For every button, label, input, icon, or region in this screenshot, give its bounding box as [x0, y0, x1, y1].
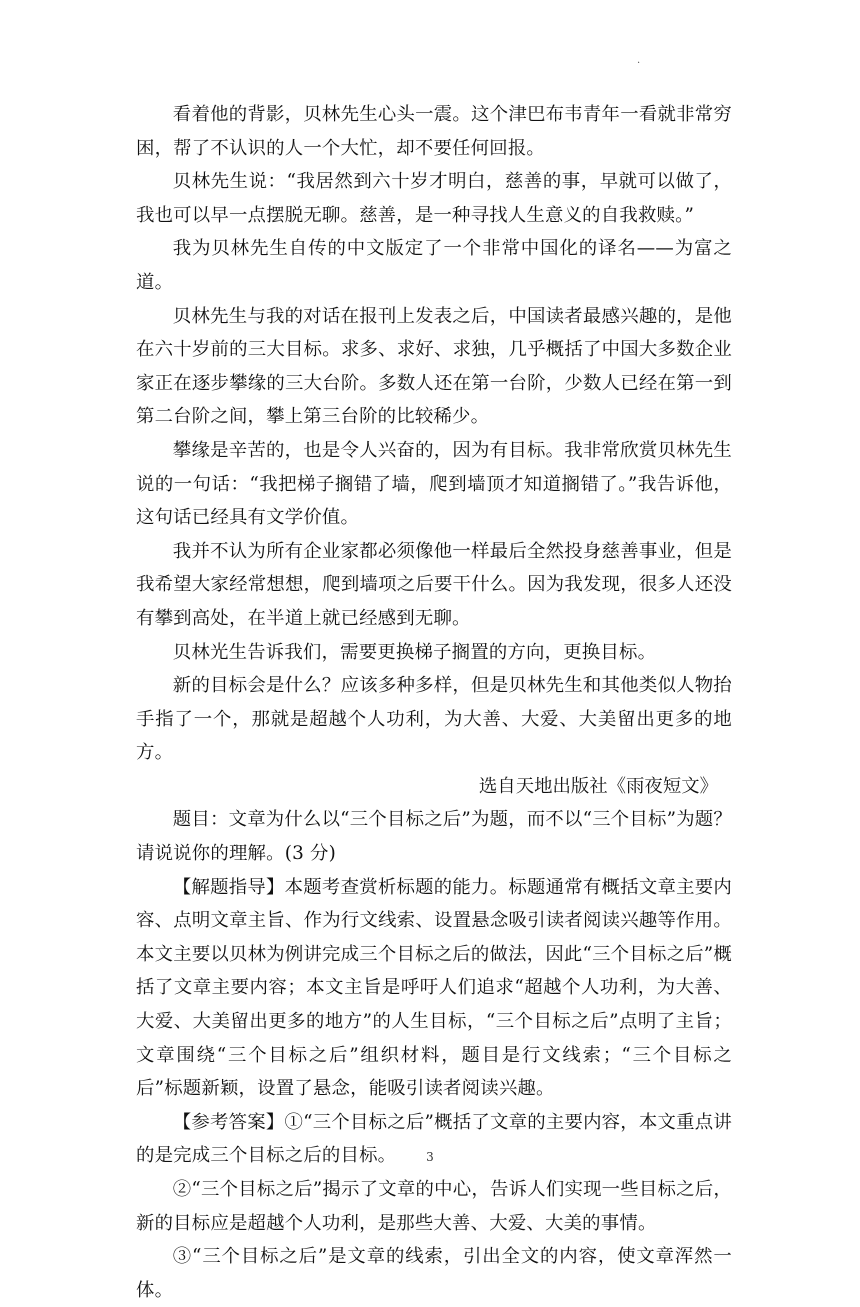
- paragraph: 攀缘是辛苦的，也是令人兴奋的，因为有目标。我非常欣赏贝林先生说的一句话：“我把梯子搁错了墙，爬到墙顶才知道搁错了。”我告诉他，这句话已经具有文学价值。: [136, 439, 732, 529]
- source-citation: 选自天地出版社《雨夜短文》: [478, 775, 718, 797]
- question: 题目：文章为什么以“三个目标之后”为题，而不以“三个目标”为题？请说说你的理解。(3 分): [136, 809, 732, 865]
- paragraph: 新的目标会是什么？应该多种多样，但是贝林先生和其他类似人物抬手指了一个，那就是超越个人功利，为大善、大爱、大美留出更多的地方。: [136, 675, 732, 764]
- reference-answer: 【参考答案】①“三个目标之后”概括了文章的主要内容，本文重点讲的是完成三个目标之后的目标。: [136, 1111, 732, 1167]
- paragraph: 我并不认为所有企业家都必须像他一样最后全然投身慈善事业，但是我希望大家经常想想，爬到墙项之后要干什么。因为我发现，很多人还没有攀到高处，在半道上就已经感到无聊。: [136, 540, 732, 629]
- paragraph: 贝林先生说：“我居然到六十岁才明白，慈善的事，早就可以做了，我也可以早一点摆脱无聊。慈善，是一种寻找人生意义的自我救赎。”: [136, 171, 732, 226]
- article-body: [136, 98, 732, 1307]
- reference-answer: ③“三个目标之后”是文章的线索，引出全文的内容，使文章浑然一体。: [136, 1246, 732, 1301]
- header-dot: .: [637, 55, 641, 66]
- paragraph: 贝林先生与我的对话在报刊上发表之后，中国读者最感兴趣的，是他在六十岁前的三大目标。求多、求好、求独，几乎概括了中国大多数企业家正在逐步攀缘的三大台阶。多数人还在第一台阶，少数人已经在第一到第二台阶之间，攀上第三台阶的比较稀少。: [136, 305, 732, 428]
- page-number: 3: [426, 1150, 434, 1164]
- paragraph: 我为贝林先生自传的中文版定了一个非常中国化的译名——为富之道。: [136, 238, 732, 293]
- solution-guidance: 【解题指导】本题考查赏析标题的能力。标题通常有概括文章主要内容、点明文章主旨、作为行文线索、设置悬念吸引读者阅读兴趣等作用。本文主要以贝林为例讲完成三个目标之后的做法，因此“三个目标之后”概括了文章主要内容；本文主旨是呼吁人们追求“超越个人功利，为大善、大爱、大美留出更多的地方”的人生目标，“三个目标之后”点明了主旨；文章围绕“三个目标之后”组织材料，题目是行文线索；“三个目标之后”标题新颖，设置了悬念，能吸引读者阅读兴趣。: [136, 876, 732, 1100]
- paragraph: 贝林光生告诉我们，需要更换梯子搁置的方向，更换目标。: [172, 641, 657, 663]
- reference-answer: ②“三个目标之后”揭示了文章的中心，告诉人们实现一些目标之后，新的目标应是超越个人功利，是那些大善、大爱、大美的事情。: [136, 1179, 732, 1234]
- paragraph: 看着他的背影，贝林先生心头一震。这个津巴布韦青年一看就非常穷困，帮了不认识的人一个大忙，却不要任何回报。: [136, 104, 732, 159]
